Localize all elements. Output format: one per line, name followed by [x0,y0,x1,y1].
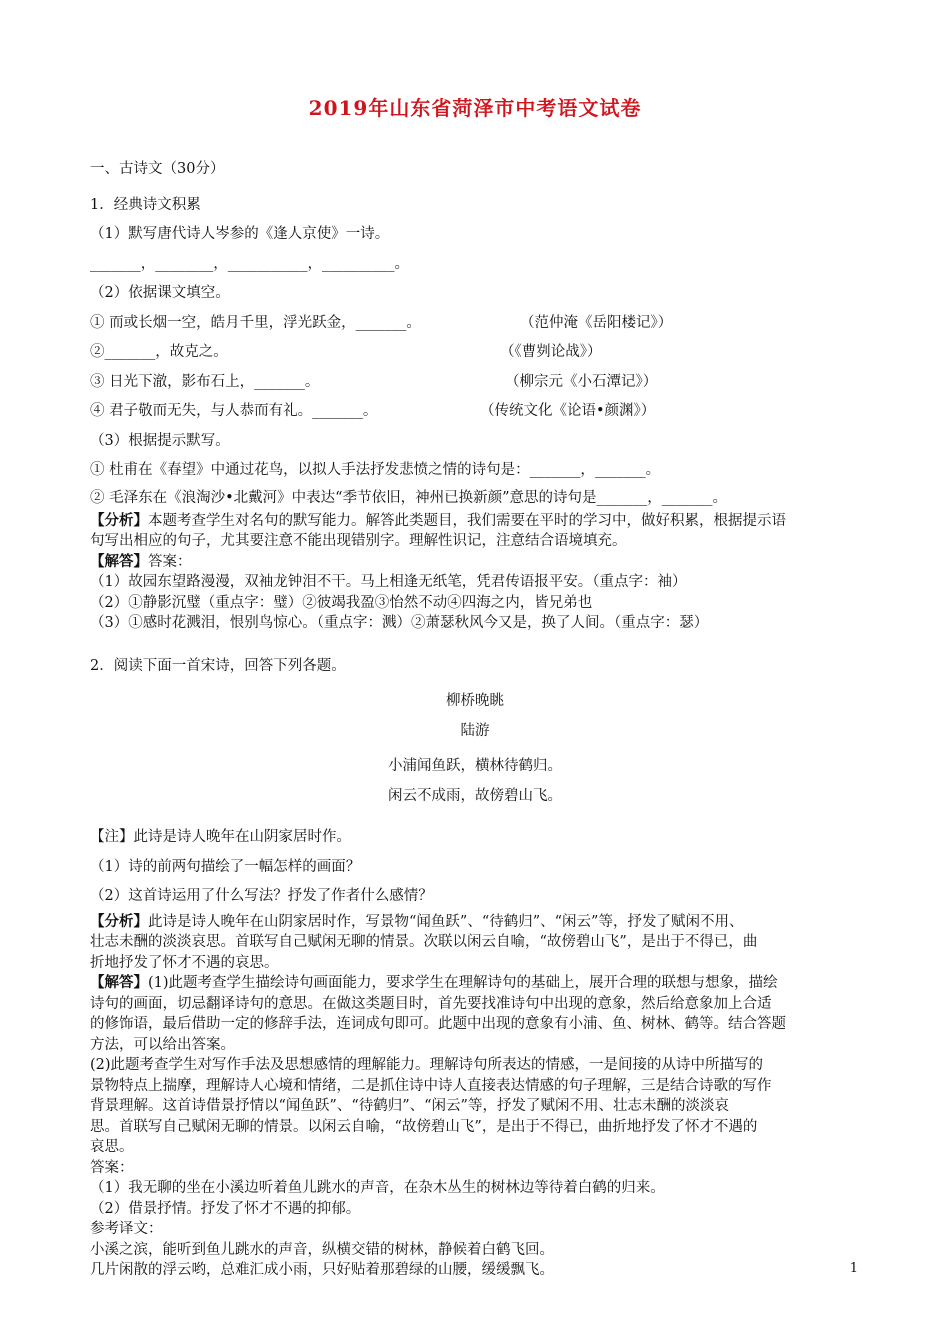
analysis-tag: 【分析】 [90,511,148,529]
q2-question: （2）这首诗运用了什么写法？抒发了作者什么感情？ [90,888,433,904]
q1-item [90,368,860,398]
poem-title: 柳桥晚眺 [446,693,504,709]
q2-answer-line: 小溪之滨，能听到鱼儿跳水的声音，纵横交错的树林，静候着白鹤飞回。 [90,1241,554,1258]
q1-answer-line: （1）故园东望路漫漫，双袖龙钟泪不干。马上相逢无纸笔，凭君传语报平安。（重点字：袖） [90,574,687,590]
q1-item [90,309,860,339]
q1-part3: （3）根据提示默写。 [90,432,230,449]
q1-answer-line: （2）①静影沉璧（重点字：璧）②彼竭我盈③怡然不动④四海之内，皆兄弟也 [90,594,593,611]
poem-author: 陆游 [460,722,490,739]
q2-answer-line: （2）借景抒情。抒发了怀才不遇的抑郁。 [90,1200,361,1217]
q1-item-cite: （范仲淹《岳阳楼记》） [520,314,673,331]
q2-question: （1）诗的前两句描绘了一幅怎样的画面？ [90,858,361,875]
q1-item [90,338,860,368]
q1-item-text: ③ 日光下澈，影布石上，_______。 [90,373,320,390]
q1-answer: 【解答】答案： [90,552,192,570]
q1-part3-item: ② 毛泽东在《浪淘沙•北戴河》中表达“季节依旧，神州已换新颜”意思的诗句是_______，_______。 [90,489,727,506]
poem-line: 小浦闻鱼跃，横林待鹤归。 [388,758,562,774]
q2-analysis-cont: 壮志未酬的淡淡哀思。首联写自己赋闲无聊的情景。次联以闲云自喻，“故傍碧山飞”，是出于不得已，曲 [90,934,758,950]
q1-part2: （2）依据课文填空。 [90,285,230,301]
q1-item-text: ① 而或长烟一空，皓月千里，浮光跃金，_______。 [90,314,421,331]
q1-answer-line: （3）①感时花溅泪，恨别鸟惊心。（重点字：溅）②萧瑟秋风今又是，换了人间。（重点字：瑟） [90,615,709,631]
q1-heading: 1．经典诗文积累 [90,196,201,213]
analysis-tag: 【分析】 [90,912,148,930]
poem-line: 闲云不成雨，故傍碧山飞。 [388,787,562,804]
q2-answer-line: 答案： [90,1159,134,1176]
page-title: 2019年山东省菏泽市中考语文试卷 [308,96,642,120]
section-heading: 一、古诗文（30分） [90,161,225,177]
q1-item-cite: （传统文化《论语•颜渊》） [480,403,656,419]
q2-analysis-cont: 折地抒发了怀才不遇的哀思。 [90,954,279,971]
answer-tag: 【解答】 [90,974,148,991]
q1-item [90,397,860,427]
q1-item-text: ④ 君子敬而无失，与人恭而有礼。_______。 [90,403,378,419]
q1-item-text: ②_______，故克之。 [90,344,228,360]
q2-answer: 【解答】(1)此题考查学生描绘诗句画面能力，要求学生在理解诗句的基础上，展开合理的联想与想象，描绘 [90,974,778,991]
q2-answer-line: 方法，可以给出答案。 [90,1036,235,1053]
q2-answer-line: (2)此题考查学生对写作手法及思想感情的理解能力。理解诗句所表达的情感，一是间接的从诗中所描写的 [90,1057,764,1073]
q2-answer-line: 景物特点上揣摩，理解诗人心境和情绪，二是抓住诗中诗人直接表达情感的句子理解，三是结合诗歌的写作 [90,1077,772,1094]
page-number: 1 [849,1261,858,1276]
q1-item-cite: （柳宗元《小石潭记》） [505,373,658,390]
q2-answer-line: 几片闲散的浮云哟，总难汇成小雨，只好贴着那碧绿的山腰，缓缓飘飞。 [90,1262,554,1278]
q2-answer-line: 诗句的画面，切忌翻译诗句的意思。在做这类题目时，首先要找准诗句中出现的意象，然后给意象加上合适 [90,995,772,1012]
q2-analysis: 【分析】此诗是诗人晚年在山阴家居时作，写景物“闻鱼跃”、“待鹤归”、“闲云”等，抒发了赋闲不用、 [90,912,744,930]
q2-answer-line: 思。首联写自己赋闲无聊的情景。以闲云自喻，“故傍碧山飞”，是出于不得已，曲折地抒发了怀才不遇的 [90,1118,758,1135]
q2-answer-line: 的修饰语，最后借助一定的修辞手法，连词成句即可。此题中出现的意象有小浦、鱼、树林、鹤等。结合答题 [90,1016,786,1032]
q2-answer-line: 背景理解。这首诗借景抒情以“闻鱼跃”、“待鹤归”、“闲云”等，抒发了赋闲不用、壮志未酬的淡淡哀 [90,1098,729,1114]
q1-analysis-cont: 句写出相应的句子，尤其要注意不能出现错别字。理解性识记，注意结合语境填充。 [90,533,627,549]
q1-part1: （1）默写唐代诗人岑参的《逢人京使》一诗。 [90,226,390,242]
q2-heading: 2．阅读下面一首宋诗，回答下列各题。 [90,657,346,674]
q1-item-cite: （《曹刿论战》） [500,344,602,360]
q2-answer-line: 哀思。 [90,1139,134,1155]
q1-part1-blanks: _______，________，___________，__________。 [90,255,409,272]
q2-answer-line: （1）我无聊的坐在小溪边听着鱼儿跳水的声音，在杂木丛生的树林边等待着白鹤的归来。 [90,1180,665,1196]
q1-part3-item: ① 杜甫在《春望》中通过花鸟，以拟人手法抒发悲愤之情的诗句是：_______，_______。 [90,462,661,478]
q2-answer-line: 参考译文： [90,1221,163,1237]
poem-note: 【注】此诗是诗人晚年在山阴家居时作。 [90,829,351,845]
answer-tag: 【解答】 [90,552,148,570]
q1-analysis: 【分析】本题考查学生对名句的默写能力。解答此类题目，我们需要在平时的学习中，做好积累，根据提示语 [90,511,786,529]
